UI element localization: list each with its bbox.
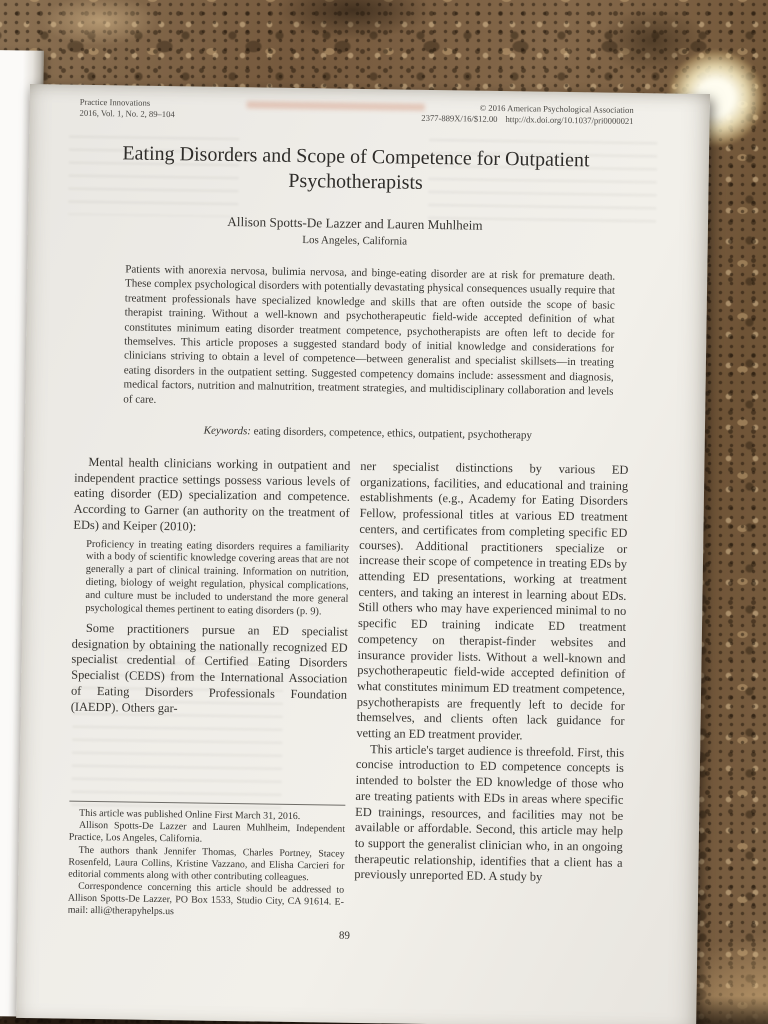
fee-doi-line: [421, 112, 633, 126]
doi-text: http://dx.doi.org/10.1037/pri0000021: [505, 113, 634, 126]
fee-code: 2377-889X/16/$12.00: [421, 112, 498, 124]
author-affiliation: Los Angeles, California: [302, 234, 408, 248]
keywords-text: eating disorders, competence, ethics, outpatient, psychotherapy: [253, 425, 533, 442]
footnote-paragraph: Allison Spotts-De Lazzer and Lauren Muhlheim, Independent Practice, Los Angeles, California.: [68, 820, 346, 846]
keywords-label: Keywords:: [203, 424, 252, 438]
masthead: [80, 97, 634, 126]
journal-name: Practice Innovations: [79, 96, 151, 108]
paragraph: Some practitioners pursue an ED specialist designation by obtaining the nationally recognized ED specialist credential of Certified Eating Disorders Specialist (CEDS) from the International Association of Eating Disorders Professionals Foundation (IAEDP). Others gar-: [70, 620, 349, 715]
body-column-left: [68, 455, 351, 921]
keywords-line: [123, 423, 613, 442]
body-columns: [68, 455, 629, 925]
copyright-info: [421, 102, 633, 126]
block-quote: Proficiency in treating eating disorders requires a familiarity with a body of scientific knowledge covering areas that are not generally a part of clinical training. Information on nutrition, dieting, biology of weight regulation, physical complications, and culture must be included to understand the more general psychological themes pertinent to eating disorders (p. 9).: [85, 538, 350, 618]
paragraph: Mental health clinicians working in outpatient and independent practice settings possess various levels of eating disorder (ED) specialization and competence. According to Garner (an authority on the treatment of EDs) and Keiper (2010):: [73, 454, 351, 534]
journal-volume-line: 2016, Vol. 1, No. 2, 89–104: [79, 107, 175, 119]
author-byline: Allison Spotts-De Lazzer and Lauren Muhlheim: [227, 213, 483, 233]
copyright-line: © 2016 American Psychological Association: [479, 102, 634, 115]
paragraph: ner specialist distinctions by various ED organizations, facilities, and educational and training establishments (e.g., Academy for Eating Disorders Fellow, professional titles at various ED treatment centers, and certificates from completing specific ED courses). Additional practitioners specialize or increase their scope of competence in treating EDs by attending ED presentations, working at treatment centers, and taking an interest in learning about EDs. Still others who may have experienced minimal to no specific ED training indicate ED treatment competency on therapist-finder websites and insurance provider lists. Without a well-known and psychotherapeutic field-wide accepted definition of what constitutes minimum ED treatment competence, psychotherapists are frequently left to decide for themselves, and clients often lack guidance for vetting an ED treatment provider.: [356, 459, 629, 743]
footnote-paragraph: Correspondence concerning this article should be addressed to Allison Spotts-De Lazzer, PO Box 1533, Studio City, CA 91614. E-mail: alli@therapyhelps.us: [67, 880, 345, 918]
footnote-paragraph: This article was published Online First March 31, 2016.: [79, 808, 301, 823]
footnote-block: [68, 801, 346, 921]
abstract-text: Patients with anorexia nervosa, bulimia nervosa, and binge-eating disorder are at risk for premature death. These complex psychological disorders with potentially devastating physical consequences usually require that treatment professionals have specialized knowledge and skills that are often outside the scope of basic therapist training. Without a well-known and psychotherapeutic field-wide accepted definition of what constitutes minimum eating disorder treatment competence, psychotherapists are often left to decide for themselves. This article proposes a suggested standard body of initial knowledge and considerations for clinicians striving to obtain a level of competence—between generalist and specialist skillsets—in treating eating disorders in the outpatient setting. Suggested competency domains include: assessment and diagnosis, medical factors, nutrition and malnutrition, treatment strategies, and multidisciplinary collaboration and levels of care.: [123, 263, 616, 406]
body-column-right: [354, 459, 628, 887]
page-number: 89: [338, 929, 350, 942]
journal-page: [16, 84, 710, 1024]
article-title: Eating Disorders and Scope of Competence for Outpatient Psychotherapists: [122, 142, 590, 194]
journal-info: [80, 97, 175, 119]
footnote-paragraph: The authors thank Jennifer Thomas, Charles Portney, Stacey Rosenfeld, Laura Collins, Kristine Vazzano, and Elisha Carcieri for editorial comments along with other contributing colleagues.: [68, 844, 345, 883]
paragraph: This article's target audience is threefold. First, this concise introduction to ED competence concepts is intended to bolster the ED knowledge of those who are treating patients with EDs in areas where specific ED trainings, resources, and facilities may not be available or affordable. Second, this article may help to support the generalist clinician who, in an ongoing therapeutic relationship, identifies that a client has a previously unreported ED. A study by: [354, 741, 625, 885]
